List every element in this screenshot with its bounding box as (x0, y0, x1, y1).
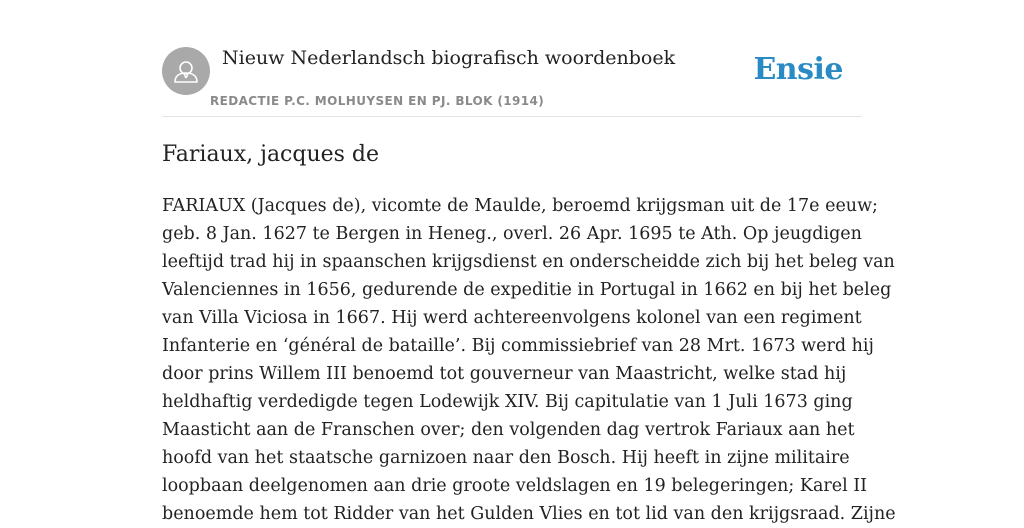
source-title[interactable]: Nieuw Nederlandsch biografisch woordenboek (222, 47, 676, 69)
article-line: loopbaan deelgenomen aan drie groote veldslagen en 19 belegeringen; Karel II (162, 476, 868, 496)
article-title: Fariaux, jacques de (162, 142, 380, 167)
article-line: leeftijd trad hij in spaanschen krijgsdienst en onderscheidde zich bij het beleg van (162, 252, 895, 272)
article-line: hoofd van het staatsche garnizoen naar den Bosch. Hij heeft in zijne militaire (162, 448, 850, 468)
article-line: Infanterie en ‘général de bataille’. Bij commissiebrief van 28 Mrt. 1673 werd hij (162, 336, 874, 356)
article-body (162, 192, 896, 528)
user-icon[interactable] (162, 47, 210, 95)
article-line: geb. 8 Jan. 1627 te Bergen in Heneg., overl. 26 Apr. 1695 te Ath. Op jeugdigen (162, 224, 862, 244)
article-line: heldhaftig verdedigde tegen Lodewijk XIV. Bij capitulatie van 1 Juli 1673 ging (162, 392, 853, 412)
ensie-logo[interactable]: Ensie (753, 52, 843, 87)
article-line: Valenciennes in 1656, gedurende de expeditie in Portugal in 1662 en bij het beleg (162, 280, 892, 300)
article-line: FARIAUX (Jacques de), vicomte de Maulde, beroemd krijgsman uit de 17e eeuw; (162, 196, 878, 216)
article-line: Maasticht aan de Franschen over; den volgenden dag vertrok Fariaux aan het (162, 420, 855, 440)
article-line: benoemde hem tot Ridder van het Gulden Vlies en tot lid van den krijgsraad. Zijne (162, 504, 896, 524)
source-header (162, 46, 862, 117)
article-line: door prins Willem III benoemd tot gouverneur van Maastricht, welke stad hij (162, 364, 847, 384)
source-subtitle: REDACTIE P.C. MOLHUYSEN EN PJ. BLOK (1914) (210, 94, 545, 108)
article-line: van Villa Viciosa in 1667. Hij werd achtereenvolgens kolonel van een regiment (162, 308, 862, 328)
